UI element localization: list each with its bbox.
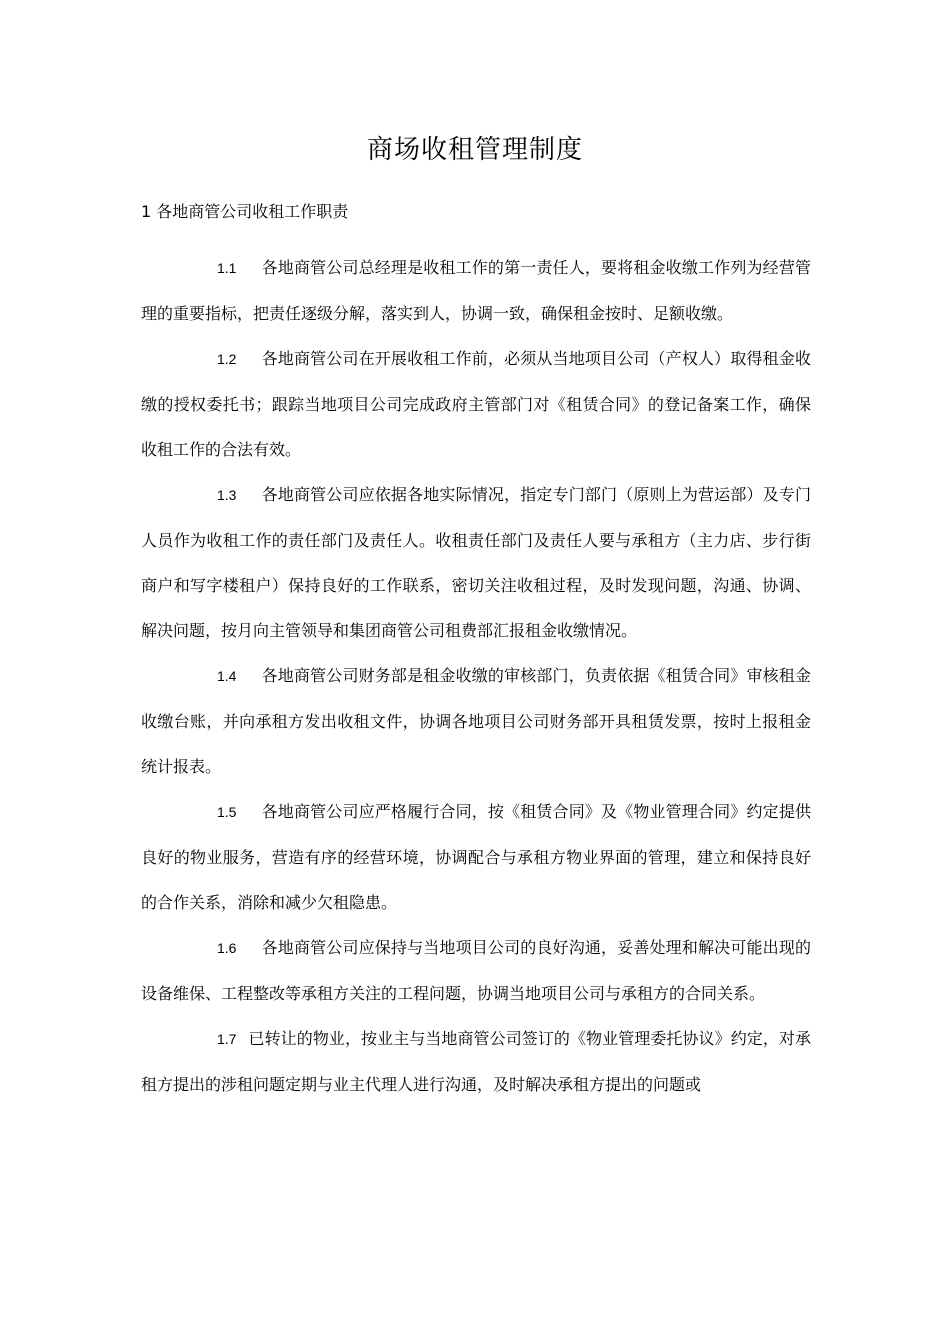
- clause-number: 1.1: [217, 260, 237, 276]
- document-body: [141, 245, 811, 1107]
- paragraph: [141, 925, 811, 1016]
- document-title: 商场收租管理制度: [366, 135, 583, 165]
- paragraph-text: 各地商管公司在开展收租工作前，必须从当地项目公司（产权人）取得租金收缴的授权委托书；跟踪当地项目公司完成政府主管部门对《租赁合同》的登记备案工作，确保收租工作的合法有效。: [141, 349, 811, 459]
- paragraph: [141, 653, 811, 789]
- paragraph-text: 已转让的物业，按业主与当地商管公司签订的《物业管理委托协议》约定，对承租方提出的涉租问题定期与业主代理人进行沟通，及时解决承租方提出的问题或: [141, 1029, 811, 1094]
- paragraph-text: 各地商管公司财务部是租金收缴的审核部门，负责依据《租赁合同》审核租金收缴台账，并向承租方发出收租文件，协调各地项目公司财务部开具租赁发票，按时上报租金统计报表。: [141, 666, 811, 776]
- paragraph-text: 各地商管公司应保持与当地项目公司的良好沟通，妥善处理和解决可能出现的设备维保、工程整改等承租方关注的工程问题，协调当地项目公司与承租方的合同关系。: [141, 938, 811, 1003]
- clause-number: 1.3: [217, 487, 237, 503]
- paragraph: [141, 336, 811, 472]
- paragraph-text: 各地商管公司总经理是收租工作的第一责任人，要将租金收缴工作列为经营管理的重要指标，把责任逐级分解，落实到人，协调一致，确保租金按时、足额收缴。: [141, 258, 811, 323]
- paragraph: [141, 245, 811, 336]
- clause-number: 1.7: [217, 1031, 237, 1047]
- clause-number: 1.4: [217, 668, 237, 684]
- section-heading: 1 各地商管公司收租工作职责: [141, 202, 349, 221]
- clause-number: 1.5: [217, 804, 237, 820]
- paragraph: [141, 472, 811, 653]
- paragraph: [141, 1016, 811, 1107]
- paragraph: [141, 789, 811, 925]
- paragraph-text: 各地商管公司应严格履行合同，按《租赁合同》及《物业管理合同》约定提供良好的物业服务，营造有序的经营环境，协调配合与承租方物业界面的管理，建立和保持良好的合作关系，消除和减少欠租隐患。: [141, 802, 811, 912]
- paragraph-text: 各地商管公司应依据各地实际情况，指定专门部门（原则上为营运部）及专门人员作为收租工作的责任部门及责任人。收租责任部门及责任人要与承租方（主力店、步行街商户和写字楼租户）保持良好的工作联系，密切关注收租过程，及时发现问题，沟通、协调、解决问题，按月向主管领导和集团商管公司租费部汇报租金收缴情况。: [141, 485, 811, 640]
- clause-number: 1.2: [217, 351, 237, 367]
- clause-number: 1.6: [217, 940, 237, 956]
